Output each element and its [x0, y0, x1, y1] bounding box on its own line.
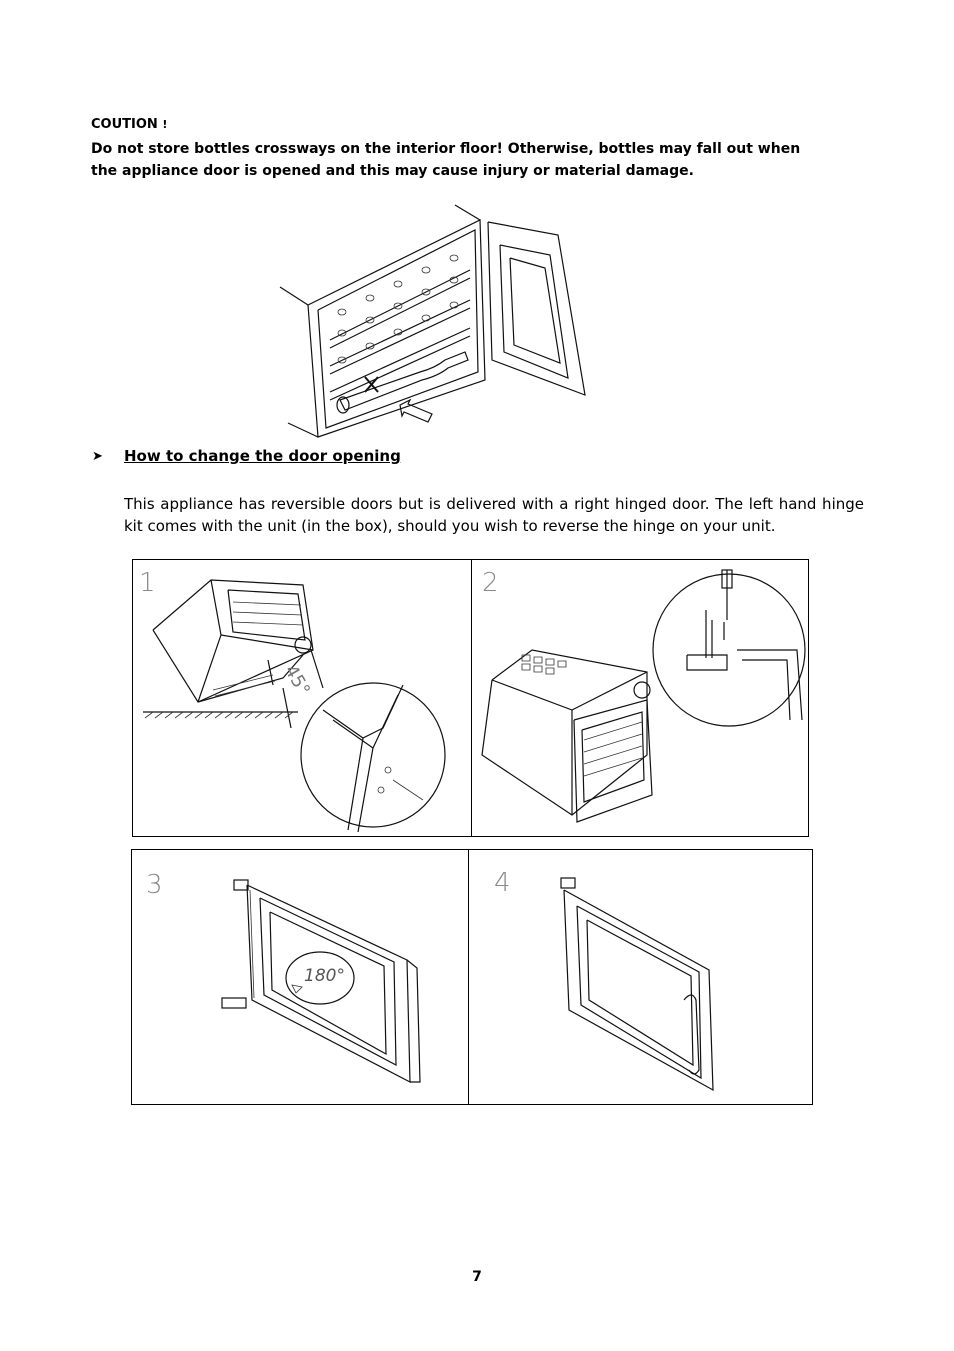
- step-4-number: 4: [494, 868, 511, 898]
- page-number: 7: [472, 1269, 482, 1285]
- steps-row-1: [132, 559, 809, 837]
- caution-title-text: COUTION: [91, 117, 158, 132]
- bottle-storage-illustration: [270, 200, 590, 445]
- step-3-panel: [132, 850, 468, 1104]
- caution-mark: !: [162, 118, 168, 131]
- rotation-label: 180°: [304, 966, 345, 986]
- angle-label: 45°: [279, 661, 315, 700]
- arrowhead-bullet-icon: ➤: [92, 449, 103, 464]
- step-4-panel: [468, 850, 812, 1104]
- step-1-number: 1: [139, 568, 156, 598]
- caution-title: [91, 117, 167, 132]
- step-2-number: 2: [482, 568, 499, 598]
- caution-text: Do not store bottles crossways on the interior floor! Otherwise, bottles may fall out when the appliance door is opened and this may cause injury or material damage.: [91, 141, 801, 179]
- section-heading: How to change the door opening: [124, 447, 401, 465]
- step-2-panel: [471, 560, 808, 836]
- steps-row-2: [131, 849, 813, 1105]
- section-paragraph: This appliance has reversible doors but is delivered with a right hinged door. The left hand hinge kit comes with the unit (in the box), should you wish to reverse the hinge on your unit.: [124, 495, 864, 535]
- step-3-number: 3: [146, 870, 163, 900]
- step-1-panel: [133, 560, 471, 836]
